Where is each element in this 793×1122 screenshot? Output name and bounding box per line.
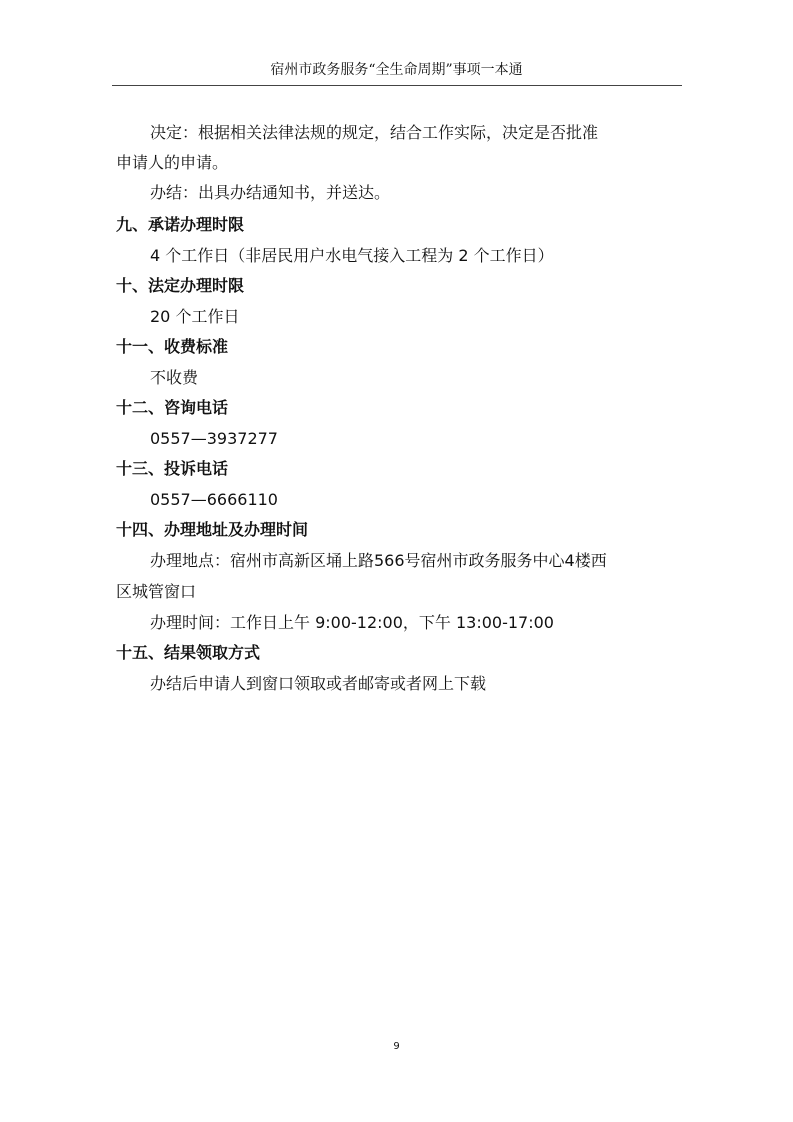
section-9-heading: 九、承诺办理时限 bbox=[116, 215, 245, 234]
section-10-heading: 十、法定办理时限 bbox=[116, 276, 245, 295]
section-15-content: 办结后申请人到窗口领取或者邮寄或者网上下载 bbox=[150, 674, 487, 693]
section-14-address-line-2: 区城管窗口 bbox=[116, 582, 197, 601]
section-11-content: 不收费 bbox=[150, 368, 199, 387]
section-10-content: 20 个工作日 bbox=[150, 307, 240, 326]
header-divider bbox=[112, 85, 682, 86]
decision-line-1: 决定：根据相关法律法规的规定，结合工作实际，决定是否批准 bbox=[150, 123, 599, 142]
section-14-hours: 办理时间：工作日上午 9:00-12:00，下午 13:00-17:00 bbox=[150, 613, 554, 632]
page-number: 9 bbox=[393, 1041, 400, 1052]
decision-line-2: 申请人的申请。 bbox=[116, 153, 229, 172]
section-12-heading: 十二、咨询电话 bbox=[116, 398, 229, 417]
page-header: 宿州市政务服务“全生命周期”事项一本通 bbox=[270, 62, 523, 78]
section-15-heading: 十五、结果领取方式 bbox=[116, 643, 261, 662]
section-14-heading: 十四、办理地址及办理时间 bbox=[116, 520, 309, 539]
section-9-content: 4 个工作日（非居民用户水电气接入工程为 2 个工作日） bbox=[150, 246, 554, 265]
section-13-content: 0557—6666110 bbox=[150, 490, 278, 509]
completion-text: 办结：出具办结通知书，并送达。 bbox=[150, 183, 391, 202]
section-13-heading: 十三、投诉电话 bbox=[116, 459, 229, 478]
section-14-address-line-1: 办理地点：宿州市高新区埇上路566号宿州市政务服务中心4楼西 bbox=[150, 551, 607, 570]
section-12-content: 0557—3937277 bbox=[150, 429, 278, 448]
section-11-heading: 十一、收费标准 bbox=[116, 337, 229, 356]
